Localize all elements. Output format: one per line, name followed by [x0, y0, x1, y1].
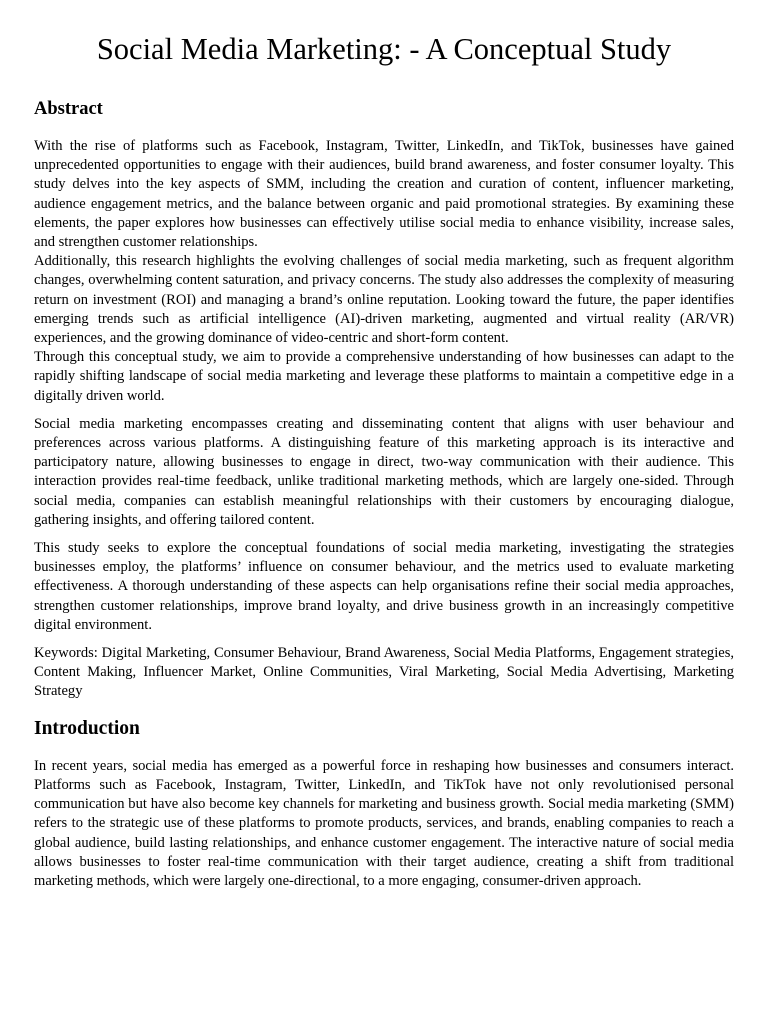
introduction-section — [34, 717, 734, 891]
abstract-section — [34, 98, 734, 702]
abstract-paragraph-4: Social media marketing encompasses creating and disseminating content that aligns with user behaviour and preferences across various platforms. A distinguishing feature of this marketing approach is its interactive and participatory nature, allowing businesses to engage in direct, two-way communication with their audience. This interaction provides real-time feedback, unlike traditional marketing methods, which are largely one-sided. Through social media, companies can establish meaningful relationships with their customers by encouraging dialogue, gathering insights, and offering tailored content. — [34, 415, 734, 528]
abstract-heading: Abstract — [34, 99, 103, 119]
abstract-paragraph-3: Through this conceptual study, we aim to provide a comprehensive understanding of how businesses can adapt to the rapidly shifting landscape of social media marketing and leverage these platforms to maintain a competitive edge in a digitally driven world. — [34, 349, 734, 404]
abstract-paragraph-1: With the rise of platforms such as Facebook, Instagram, Twitter, LinkedIn, and TikTok, businesses have gained unprecedented opportunities to engage with their audiences, build brand awareness, and foster consumer loyalty. This study delves into the key aspects of SMM, including the creation and curation of content, influencer marketing, audience engagement metrics, and the balance between organic and paid promotional strategies. By examining these elements, the paper explores how businesses can effectively utilise social media to enhance visibility, increase sales, and strengthen customer relationships. — [34, 138, 734, 251]
document-title: Social Media Marketing: - A Conceptual Study — [96, 32, 672, 66]
abstract-paragraph-2: Additionally, this research highlights the evolving challenges of social media marketing, such as frequent algorithm changes, overwhelming content saturation, and privacy concerns. The study also addresses the complexity of measuring return on investment (ROI) and managing a brand’s online reputation. Looking toward the future, the paper identifies emerging trends such as artificial intelligence (AI)-driven marketing, augmented and virtual reality (AR/VR) experiences, and the growing dominance of video-centric and short-form content. — [34, 253, 734, 347]
introduction-heading: Introduction — [34, 717, 140, 739]
abstract-paragraph-5: This study seeks to explore the conceptual foundations of social media marketing, investigating the strategies businesses employ, the platforms’ influence on consumer behaviour, and the metrics used to evaluate marketing effectiveness. A thorough understanding of these aspects can help organisations refine their social media approaches, strengthen customer relationships, improve brand loyalty, and drive business growth in an increasingly competitive digital environment. — [34, 540, 734, 633]
keywords-paragraph: Keywords: Digital Marketing, Consumer Behaviour, Brand Awareness, Social Media Platforms, Engagement strategies, Content Making, Influencer Market, Online Communities, Viral Marketing, Social Media Advertising, Marketing Strategy — [34, 645, 734, 700]
introduction-paragraph-1: In recent years, social media has emerged as a powerful force in reshaping how businesses and consumers interact. Platforms such as Facebook, Instagram, Twitter, LinkedIn, and TikTok have not only revolutionised personal communication but have also become key channels for marketing and business growth. Social media marketing (SMM) refers to the strategic use of these platforms to promote products, services, and brands, enabling companies to reach a global audience, build lasting relationships, and enhance customer engagement. The interactive nature of social media allows businesses to foster real-time communication with their target audience, creating a shift from traditional marketing methods, which were largely one-directional, to a more engaging, consumer-driven approach. — [34, 757, 734, 889]
